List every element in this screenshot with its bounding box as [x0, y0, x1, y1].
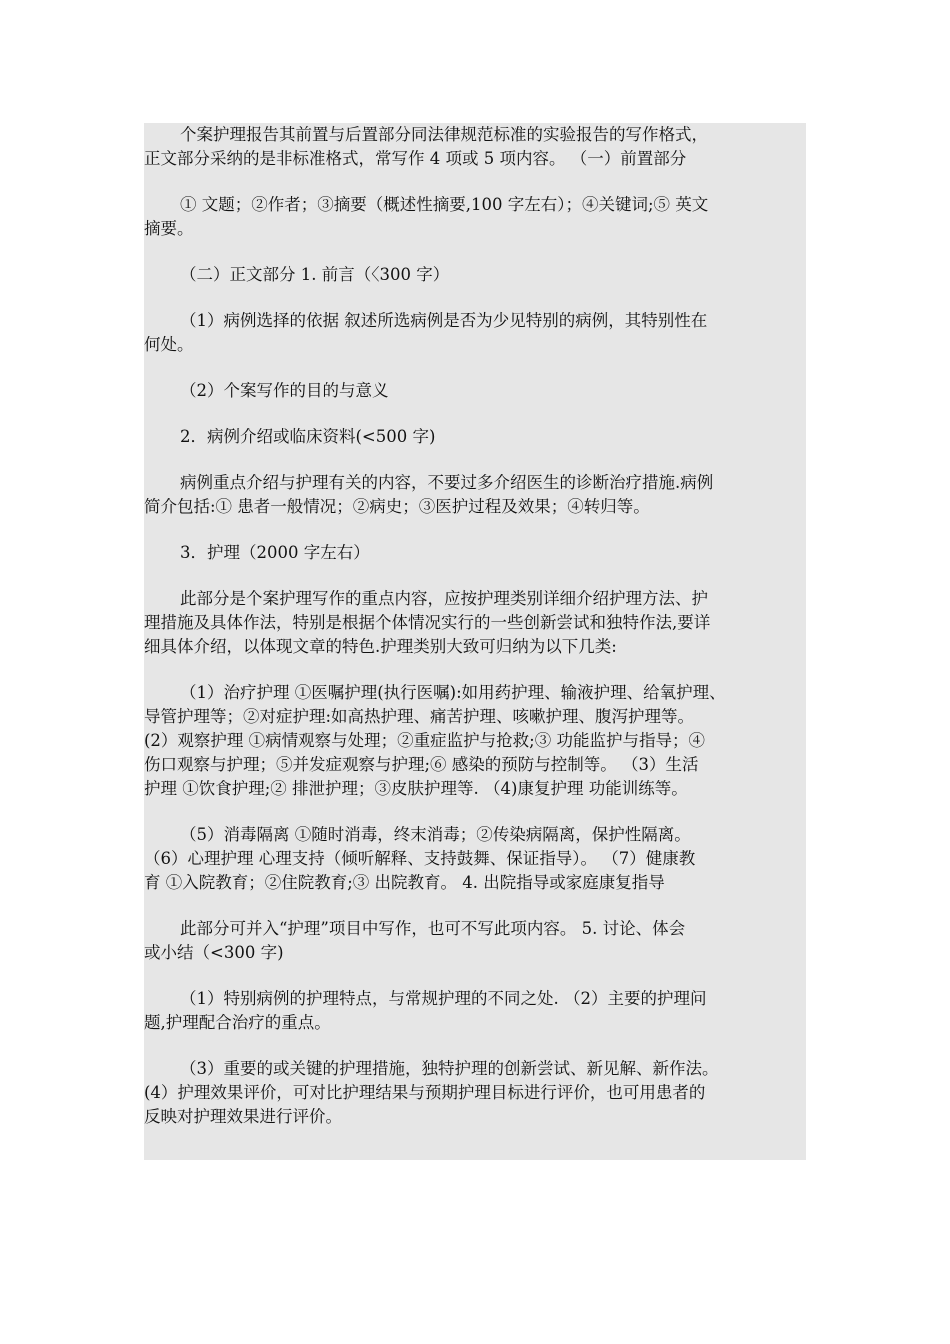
text-line: 护理 ①饮食护理;② 排泄护理；③皮肤护理等. （4)康复护理 功能训练等。 — [144, 779, 688, 798]
paragraph — [144, 425, 806, 449]
paragraph — [144, 823, 806, 895]
paragraph-gap — [144, 449, 806, 471]
paragraph — [144, 263, 806, 287]
text-line: （1）特别病例的护理特点，与常规护理的不同之处. （2）主要的护理问 — [180, 989, 707, 1008]
text-line: 何处。 — [144, 335, 194, 354]
paragraph-gap — [144, 659, 806, 681]
text-line: 摘要。 — [144, 219, 194, 238]
paragraph — [144, 309, 806, 357]
text-line: 简介包括:① 患者一般情况；②病史；③医护过程及效果；④转归等。 — [144, 497, 650, 516]
text-line: 2．病例介绍或临床资料(<500 字) — [180, 427, 436, 446]
text-line: (2）观察护理 ①病情观察与处理；②重症监护与抢救;③ 功能监护与指导；④ — [144, 731, 705, 750]
text-line: 题,护理配合治疗的重点。 — [144, 1013, 331, 1032]
text-line: （2）个案写作的目的与意义 — [180, 381, 389, 400]
paragraph — [144, 379, 806, 403]
text-line: （二）正文部分 1. 前言（〈300 字） — [180, 265, 450, 284]
paragraph — [144, 917, 806, 965]
paragraph-gap — [144, 1035, 806, 1057]
paragraph — [144, 1057, 806, 1129]
paragraph — [144, 681, 806, 801]
text-line: 细具体介绍，以体现文章的特色.护理类别大致可归纳为以下几类: — [144, 637, 617, 656]
paragraph — [144, 587, 806, 659]
text-line: （1）治疗护理 ①医嘱护理(执行医嘱):如用药护理、输液护理、给氧护理、 — [180, 683, 726, 702]
text-line: 此部分可并入“护理”项目中写作，也可不写此项内容。 5. 讨论、体会 — [180, 919, 686, 938]
text-line: （1）病例选择的依据 叙述所选病例是否为少见特别的病例，其特别性在 — [180, 311, 708, 330]
text-line: （6）心理护理 心理支持（倾听解释、支持鼓舞、保证指导）。 （7）健康教 — [144, 849, 696, 868]
paragraph — [144, 541, 806, 565]
paragraph-gap — [144, 403, 806, 425]
paragraph-gap — [144, 171, 806, 193]
text-line: 此部分是个案护理写作的重点内容，应按护理类别详细介绍护理方法、护 — [180, 589, 708, 608]
paragraph-gap — [144, 241, 806, 263]
text-line: 导管护理等；②对症护理:如高热护理、痛苦护理、咳嗽护理、腹泻护理等。 — [144, 707, 695, 726]
text-line: （5）消毒隔离 ①随时消毒，终末消毒；②传染病隔离，保护性隔离。 — [180, 825, 691, 844]
paragraph-gap — [144, 357, 806, 379]
paragraph-gap — [144, 895, 806, 917]
text-line: 育 ①入院教育；②住院教育;③ 出院教育。 4. 出院指导或家庭康复指导 — [144, 873, 665, 892]
paragraph — [144, 471, 806, 519]
text-line: 伤口观察与护理；⑤并发症观察与护理;⑥ 感染的预防与控制等。 （3）生活 — [144, 755, 699, 774]
paragraph-gap — [144, 287, 806, 309]
paragraph-gap — [144, 801, 806, 823]
text-line: （3）重要的或关键的护理措施，独特护理的创新尝试、新见解、新作法。 — [180, 1059, 719, 1078]
paragraph-gap — [144, 519, 806, 541]
text-line: 或小结（<300 字) — [144, 943, 284, 962]
text-line: (4）护理效果评价，可对比护理结果与预期护理目标进行评价，也可用患者的 — [144, 1083, 706, 1102]
text-line: 正文部分采纳的是非标准格式，常写作 4 项或 5 项内容。 （一）前置部分 — [144, 149, 687, 168]
text-line: ① 文题；②作者；③摘要（概述性摘要,100 字左右）；④关键词;⑤ 英文 — [180, 195, 709, 214]
paragraph — [144, 193, 806, 241]
text-line: 理措施及具体作法，特别是根据个体情况实行的一些创新尝试和独特作法,要详 — [144, 613, 711, 632]
paragraph-gap — [144, 565, 806, 587]
text-line: 病例重点介绍与护理有关的内容，不要过多介绍医生的诊断治疗措施.病例 — [180, 473, 714, 492]
paragraph — [144, 987, 806, 1035]
text-line: 3．护理（2000 字左右） — [180, 543, 370, 562]
text-line: 反映对护理效果进行评价。 — [144, 1107, 342, 1126]
text-line: 个案护理报告其前置与后置部分同法律规范标准的实验报告的写作格式， — [180, 125, 708, 144]
document-body — [144, 123, 806, 1160]
paragraph-gap — [144, 965, 806, 987]
paragraph — [144, 123, 806, 171]
